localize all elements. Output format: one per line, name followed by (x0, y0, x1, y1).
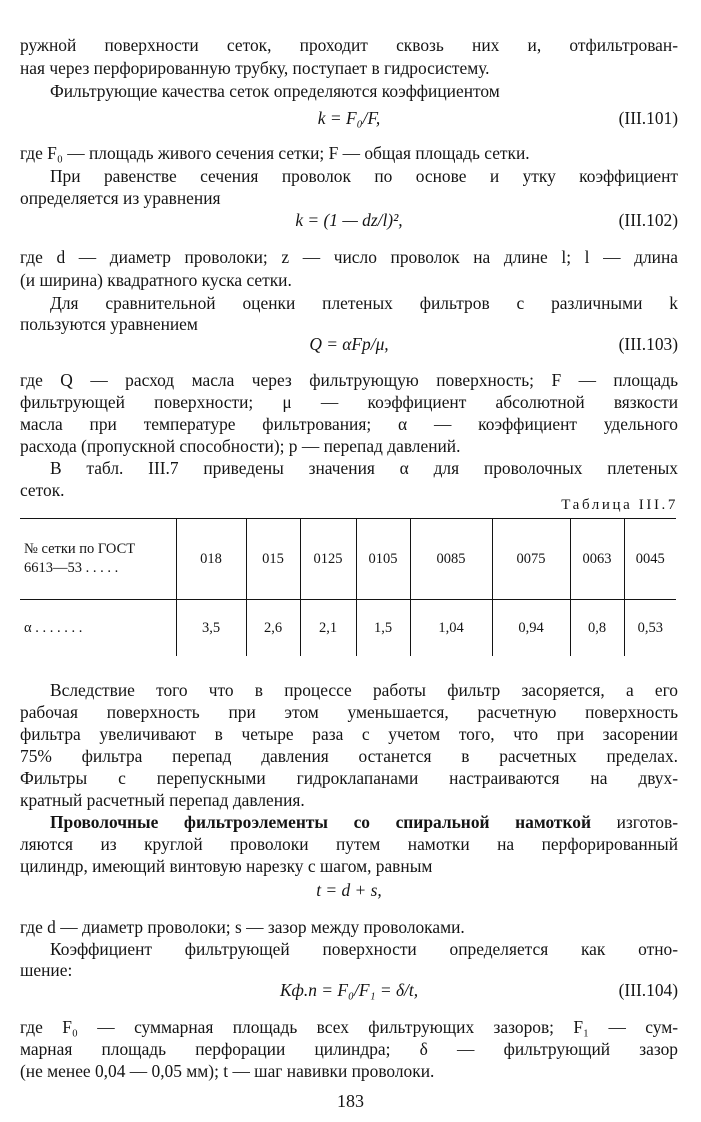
text-line: фильтрующей поверхности; μ — коэффициент абсолютной вязкости (20, 392, 678, 412)
text-line (20, 811, 678, 833)
text-line: (и ширина) квадратного куска сетки. (20, 270, 292, 290)
header-cell: 0085 (410, 519, 492, 600)
header-label-line: № сетки по ГОСТ (24, 541, 136, 557)
text-line: 75% фильтра перепад давления останется в расчетных пределах. (20, 746, 678, 766)
value-cell: 1,5 (356, 600, 410, 657)
value-cell: 0,53 (624, 600, 676, 657)
value-cell: 1,04 (410, 600, 492, 657)
text-line: кратный расчетный перепад давления. (20, 790, 305, 810)
mesh-alpha-table (20, 518, 676, 656)
formula-expression: k = (1 — dz/l)², (295, 210, 403, 230)
table-caption: Таблица III.7 (561, 497, 678, 513)
header-label-cell (20, 519, 176, 600)
text-line: пользуются уравнением (20, 314, 198, 334)
formula-expression: t = d + s, (316, 880, 382, 900)
formula-expression: k = F₀/F, (317, 108, 381, 128)
text-line: где F₀ — площадь живого сечения сетки; F — общая площадь сетки. (20, 143, 530, 163)
formula-number: (III.102) (618, 210, 678, 230)
header-cell: 0075 (492, 519, 570, 600)
formula-iii-101 (20, 108, 678, 132)
text-line: шение: (20, 960, 73, 980)
formula-iii-102 (20, 210, 678, 234)
text-line: сеток. (20, 480, 65, 500)
page-number: 183 (337, 1091, 364, 1111)
text-line: где d — диаметр проволоки; z — число проволок на длине l; l — длина (20, 247, 678, 267)
text-line: Фильтры с перепускными гидроклапанами настраиваются на двух- (20, 768, 678, 788)
text-line: где Q — расход масла через фильтрующую поверхность; F — площадь (20, 370, 678, 390)
formula-number: (III.101) (618, 108, 678, 128)
header-cell: 0045 (624, 519, 676, 600)
text-line: цилиндр, имеющий винтовую нарезку с шагом, равным (20, 856, 433, 876)
value-cell: 3,5 (176, 600, 246, 657)
text-line: рабочая поверхность при этом уменьшается, расчетную поверхность (20, 702, 678, 722)
text-line: где F₀ — суммарная площадь всех фильтрующих зазоров; F₁ — сум- (20, 1017, 678, 1037)
header-label-line: 6613—53 . . . . . (24, 560, 119, 576)
header-cell: 015 (246, 519, 300, 600)
text-line: Вследствие того что в процессе работы фильтр засоряется, а его (50, 680, 678, 700)
formula-iii-104 (20, 980, 678, 1004)
text-line: ружной поверхности сеток, проходит сквозь них и, отфильтрован- (20, 35, 678, 55)
value-cell: 2,1 (300, 600, 356, 657)
text-line: Коэффициент фильтрующей поверхности определяется как отно- (50, 939, 678, 959)
table-row (20, 600, 676, 657)
header-cell: 0105 (356, 519, 410, 600)
text-line: В табл. III.7 приведены значения α для проволочных плетеных (50, 458, 678, 478)
text-line: определяется из уравнения (20, 188, 221, 208)
header-cell: 0125 (300, 519, 356, 600)
formula-number: (III.104) (618, 980, 678, 1000)
text-line: При равенстве сечения проволок по основе и утку коэффициент (50, 166, 678, 186)
formula-iii-103 (20, 334, 678, 358)
text-line: Фильтрующие качества сеток определяются коэффициентом (50, 81, 500, 101)
text-line: марная площадь перфорации цилиндра; δ — фильтрующий зазор (20, 1039, 678, 1059)
formula-expression: Kф.п = F₀/F₁ = δ/t, (279, 980, 419, 1000)
text-line: фильтра увеличивают в четыре раза с учетом того, что при засорении (20, 724, 678, 744)
text-line: ная через перфорированную трубку, поступает в гидросистему. (20, 58, 490, 78)
value-cell: 2,6 (246, 600, 300, 657)
text-line: (не менее 0,04 — 0,05 мм); t — шаг навивки проволоки. (20, 1061, 435, 1081)
value-cell: 0,94 (492, 600, 570, 657)
text-line: расхода (пропускной способности); p — перепад давлений. (20, 436, 461, 456)
header-cell: 018 (176, 519, 246, 600)
formula-number: (III.103) (618, 334, 678, 354)
text-line: Для сравнительной оценки плетеных фильтров с различными k (50, 293, 678, 313)
formula-step (20, 880, 678, 904)
table-header-row (20, 519, 676, 600)
text-run: изготов- (590, 812, 678, 832)
value-cell: 0,8 (570, 600, 624, 657)
alpha-label-cell: α . . . . . . . (24, 619, 83, 636)
bold-heading: Проволочные фильтроэлементы со спиральной намоткой (50, 812, 591, 832)
text-line: масла при температуре фильтрования; α — коэффициент удельного (20, 414, 678, 434)
text-line: ляются из круглой проволоки путем намотки на перфорированный (20, 834, 678, 854)
header-cell: 0063 (570, 519, 624, 600)
formula-expression: Q = αFp/μ, (309, 334, 389, 354)
text-line: где d — диаметр проволоки; s — зазор между проволоками. (20, 917, 465, 937)
